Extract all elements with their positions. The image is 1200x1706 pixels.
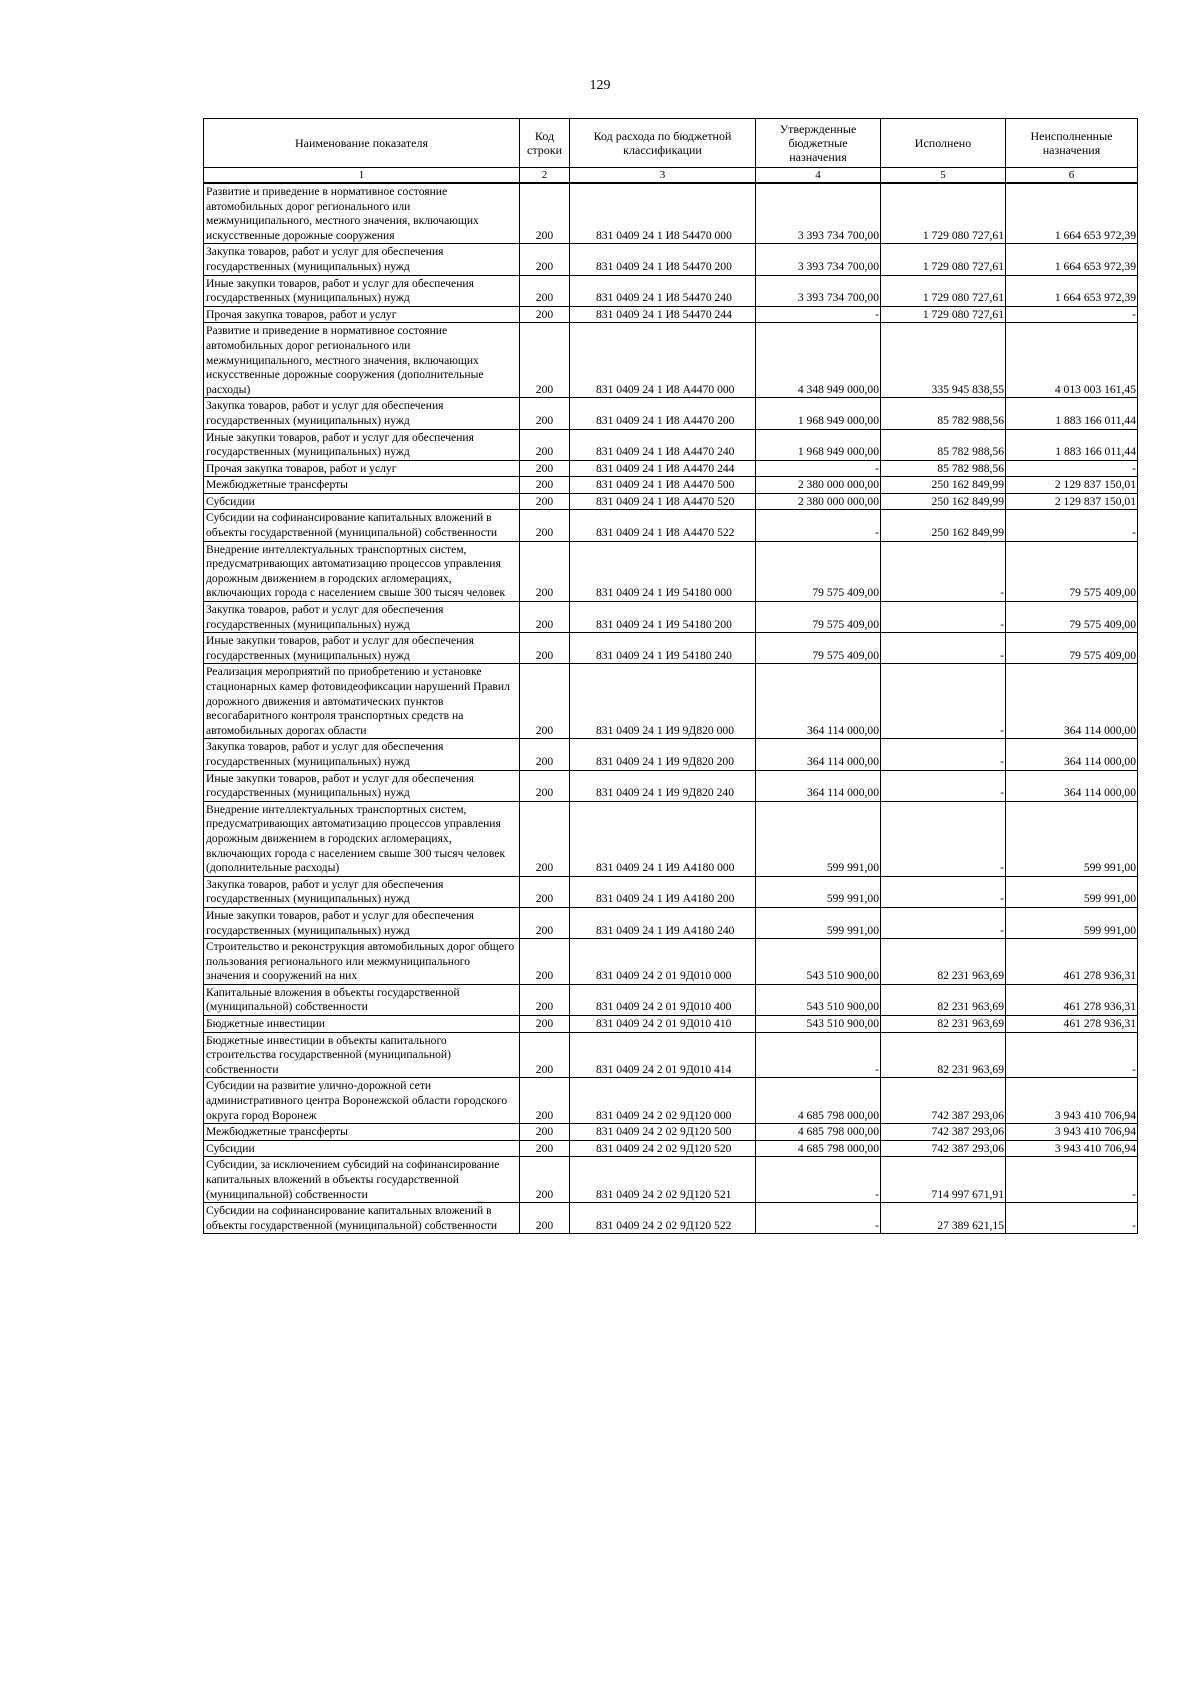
indicator-name: Реализация мероприятий по приобретению и установке стационарных камер фотовидеофиксации нарушений Правил дорожного движения и автоматических пунктов весогабаритного контроля транспортных средств на автомобильных дорогах области [204,664,520,739]
executed-amount: - [881,664,1006,739]
indicator-name: Субсидии, за исключением субсидий на софинансирование капитальных вложений в объекты государственной (муниципальной) собственности [204,1157,520,1203]
indicator-name: Субсидии на софинансирование капитальных вложений в объекты государственной (муниципальной) собственности [204,510,520,541]
column-number: 6 [1006,168,1138,184]
budget-classification-code: 831 0409 24 1 И9 А4180 240 [570,907,756,938]
approved-amount: 364 114 000,00 [756,739,881,770]
unexecuted-amount: 1 664 653 972,39 [1006,275,1138,306]
unexecuted-amount: - [1006,1203,1138,1234]
indicator-name: Субсидии [204,1140,520,1157]
indicator-name: Развитие и приведение в нормативное состояние автомобильных дорог регионального или межмуниципального, местного значения, включающих искусственные дорожные сооружения [204,183,520,244]
table-row [204,398,1138,429]
approved-amount: 2 380 000 000,00 [756,493,881,510]
approved-amount: 543 510 900,00 [756,1016,881,1033]
unexecuted-amount: 461 278 936,31 [1006,1016,1138,1033]
executed-amount: 82 231 963,69 [881,939,1006,985]
line-code: 200 [520,306,570,323]
indicator-name: Закупка товаров, работ и услуг для обеспечения государственных (муниципальных) нужд [204,602,520,633]
approved-amount: - [756,1203,881,1234]
budget-classification-code: 831 0409 24 1 И8 А4470 500 [570,477,756,494]
line-code: 200 [520,510,570,541]
column-header-row [204,119,1138,168]
line-code: 200 [520,1140,570,1157]
unexecuted-amount: 599 991,00 [1006,907,1138,938]
unexecuted-amount: 364 114 000,00 [1006,739,1138,770]
unexecuted-amount: 1 883 166 011,44 [1006,398,1138,429]
executed-amount: - [881,876,1006,907]
indicator-name: Иные закупки товаров, работ и услуг для обеспечения государственных (муниципальных) нужд [204,275,520,306]
executed-amount: 250 162 849,99 [881,493,1006,510]
executed-amount: 85 782 988,56 [881,460,1006,477]
table-row [204,876,1138,907]
column-number: 4 [756,168,881,184]
table-row [204,510,1138,541]
unexecuted-amount: 79 575 409,00 [1006,602,1138,633]
indicator-name: Прочая закупка товаров, работ и услуг [204,460,520,477]
line-code: 200 [520,633,570,664]
approved-amount: 79 575 409,00 [756,602,881,633]
line-code: 200 [520,939,570,985]
approved-amount: 3 393 734 700,00 [756,275,881,306]
indicator-name: Межбюджетные трансферты [204,477,520,494]
column-header: Неисполненные назначения [1006,119,1138,168]
line-code: 200 [520,1157,570,1203]
unexecuted-amount: 2 129 837 150,01 [1006,493,1138,510]
budget-classification-code: 831 0409 24 1 И9 9Д820 000 [570,664,756,739]
budget-classification-code: 831 0409 24 2 01 9Д010 400 [570,984,756,1015]
line-code: 200 [520,801,570,876]
approved-amount: 3 393 734 700,00 [756,183,881,244]
line-code: 200 [520,429,570,460]
approved-amount: 2 380 000 000,00 [756,477,881,494]
executed-amount: 82 231 963,69 [881,1032,1006,1078]
executed-amount: 250 162 849,99 [881,510,1006,541]
budget-classification-code: 831 0409 24 2 01 9Д010 000 [570,939,756,985]
executed-amount: 250 162 849,99 [881,477,1006,494]
unexecuted-amount: - [1006,306,1138,323]
budget-classification-code: 831 0409 24 1 И9 А4180 200 [570,876,756,907]
indicator-name: Закупка товаров, работ и услуг для обеспечения государственных (муниципальных) нужд [204,876,520,907]
indicator-name: Бюджетные инвестиции в объекты капитального строительства государственной (муниципальной) собственности [204,1032,520,1078]
line-code: 200 [520,602,570,633]
budget-classification-code: 831 0409 24 1 И8 54470 200 [570,244,756,275]
budget-classification-code: 831 0409 24 1 И9 54180 240 [570,633,756,664]
indicator-name: Межбюджетные трансферты [204,1124,520,1141]
line-code: 200 [520,541,570,601]
table-row [204,984,1138,1015]
indicator-name: Субсидии на софинансирование капитальных вложений в объекты государственной (муниципальной) собственности [204,1203,520,1234]
executed-amount: 1 729 080 727,61 [881,183,1006,244]
table-row [204,1032,1138,1078]
table-body [204,183,1138,1234]
budget-execution-table [203,118,1138,1234]
approved-amount: 79 575 409,00 [756,633,881,664]
line-code: 200 [520,477,570,494]
table-row [204,460,1138,477]
table-row [204,323,1138,398]
line-code: 200 [520,275,570,306]
executed-amount: 742 387 293,06 [881,1124,1006,1141]
table-row [204,633,1138,664]
executed-amount: 742 387 293,06 [881,1140,1006,1157]
approved-amount: 4 348 949 000,00 [756,323,881,398]
column-header: Код расхода по бюджетной классификации [570,119,756,168]
line-code: 200 [520,907,570,938]
line-code: 200 [520,739,570,770]
executed-amount: 82 231 963,69 [881,984,1006,1015]
budget-classification-code: 831 0409 24 2 02 9Д120 500 [570,1124,756,1141]
executed-amount: 1 729 080 727,61 [881,306,1006,323]
budget-classification-code: 831 0409 24 1 И9 А4180 000 [570,801,756,876]
line-code: 200 [520,664,570,739]
budget-classification-code: 831 0409 24 1 И8 А4470 200 [570,398,756,429]
indicator-name: Бюджетные инвестиции [204,1016,520,1033]
executed-amount: 742 387 293,06 [881,1078,1006,1124]
page-number: 129 [589,78,611,93]
table-row [204,1140,1138,1157]
unexecuted-amount: 364 114 000,00 [1006,664,1138,739]
column-header: Исполнено [881,119,1006,168]
line-code: 200 [520,183,570,244]
line-code: 200 [520,398,570,429]
indicator-name: Строительство и реконструкция автомобильных дорог общего пользования регионального или межмуниципального значения и сооружений на них [204,939,520,985]
line-code: 200 [520,984,570,1015]
budget-classification-code: 831 0409 24 1 И9 9Д820 200 [570,739,756,770]
indicator-name: Внедрение интеллектуальных транспортных систем, предусматривающих автоматизацию процессов управления дорожным движением в городских агломерациях, включающих города с населением свыше 300 тысяч человек [204,541,520,601]
unexecuted-amount: - [1006,460,1138,477]
table-row [204,1078,1138,1124]
approved-amount: 364 114 000,00 [756,664,881,739]
budget-classification-code: 831 0409 24 1 И8 А4470 000 [570,323,756,398]
table-row [204,602,1138,633]
approved-amount: - [756,510,881,541]
budget-classification-code: 831 0409 24 2 02 9Д120 522 [570,1203,756,1234]
unexecuted-amount: 79 575 409,00 [1006,633,1138,664]
indicator-name: Иные закупки товаров, работ и услуг для обеспечения государственных (муниципальных) нужд [204,770,520,801]
approved-amount: 599 991,00 [756,801,881,876]
budget-classification-code: 831 0409 24 1 И8 А4470 244 [570,460,756,477]
budget-classification-code: 831 0409 24 2 02 9Д120 000 [570,1078,756,1124]
approved-amount: 364 114 000,00 [756,770,881,801]
executed-amount: 1 729 080 727,61 [881,275,1006,306]
table-row [204,1203,1138,1234]
line-code: 200 [520,770,570,801]
table-row [204,183,1138,244]
unexecuted-amount: - [1006,1032,1138,1078]
unexecuted-amount: 599 991,00 [1006,876,1138,907]
line-code: 200 [520,1016,570,1033]
column-number: 2 [520,168,570,184]
line-code: 200 [520,876,570,907]
approved-amount: 1 968 949 000,00 [756,429,881,460]
unexecuted-amount: 79 575 409,00 [1006,541,1138,601]
table-row [204,477,1138,494]
executed-amount: - [881,907,1006,938]
unexecuted-amount: - [1006,510,1138,541]
line-code: 200 [520,1124,570,1141]
indicator-name: Закупка товаров, работ и услуг для обеспечения государственных (муниципальных) нужд [204,398,520,429]
approved-amount: - [756,1157,881,1203]
line-code: 200 [520,244,570,275]
indicator-name: Субсидии [204,493,520,510]
executed-amount: - [881,602,1006,633]
executed-amount: 27 389 621,15 [881,1203,1006,1234]
approved-amount: 599 991,00 [756,907,881,938]
indicator-name: Субсидии на развитие улично-дорожной сети административного центра Воронежской области городского округа город Воронеж [204,1078,520,1124]
column-header: Утвержденные бюджетные назначения [756,119,881,168]
indicator-name: Прочая закупка товаров, работ и услуг [204,306,520,323]
indicator-name: Закупка товаров, работ и услуг для обеспечения государственных (муниципальных) нужд [204,244,520,275]
table-row [204,429,1138,460]
budget-classification-code: 831 0409 24 1 И8 54470 240 [570,275,756,306]
budget-classification-code: 831 0409 24 2 02 9Д120 521 [570,1157,756,1203]
budget-classification-code: 831 0409 24 1 И8 А4470 520 [570,493,756,510]
table-row [204,907,1138,938]
table-row [204,1124,1138,1141]
executed-amount: 85 782 988,56 [881,429,1006,460]
table-row [204,664,1138,739]
line-code: 200 [520,323,570,398]
executed-amount: - [881,770,1006,801]
table-row [204,939,1138,985]
indicator-name: Иные закупки товаров, работ и услуг для обеспечения государственных (муниципальных) нужд [204,633,520,664]
indicator-name: Закупка товаров, работ и услуг для обеспечения государственных (муниципальных) нужд [204,739,520,770]
executed-amount: 1 729 080 727,61 [881,244,1006,275]
unexecuted-amount: 1 664 653 972,39 [1006,244,1138,275]
table-row [204,801,1138,876]
line-code: 200 [520,460,570,477]
unexecuted-amount: 4 013 003 161,45 [1006,323,1138,398]
unexecuted-amount: 599 991,00 [1006,801,1138,876]
table-row [204,541,1138,601]
budget-classification-code: 831 0409 24 2 01 9Д010 414 [570,1032,756,1078]
approved-amount: 543 510 900,00 [756,984,881,1015]
executed-amount: - [881,739,1006,770]
budget-classification-code: 831 0409 24 1 И8 А4470 240 [570,429,756,460]
approved-amount: 3 393 734 700,00 [756,244,881,275]
line-code: 200 [520,493,570,510]
executed-amount: 335 945 838,55 [881,323,1006,398]
line-code: 200 [520,1203,570,1234]
budget-classification-code: 831 0409 24 1 И9 54180 200 [570,602,756,633]
unexecuted-amount: 364 114 000,00 [1006,770,1138,801]
executed-amount: 82 231 963,69 [881,1016,1006,1033]
table-row [204,739,1138,770]
unexecuted-amount: 3 943 410 706,94 [1006,1124,1138,1141]
column-number-row [204,168,1138,184]
approved-amount: 543 510 900,00 [756,939,881,985]
column-header: Наименование показателя [204,119,520,168]
unexecuted-amount: 3 943 410 706,94 [1006,1078,1138,1124]
executed-amount: 85 782 988,56 [881,398,1006,429]
executed-amount: - [881,633,1006,664]
approved-amount: - [756,306,881,323]
column-number: 5 [881,168,1006,184]
approved-amount: 4 685 798 000,00 [756,1078,881,1124]
unexecuted-amount: 461 278 936,31 [1006,939,1138,985]
indicator-name: Иные закупки товаров, работ и услуг для обеспечения государственных (муниципальных) нужд [204,429,520,460]
table-row [204,306,1138,323]
unexecuted-amount: - [1006,1157,1138,1203]
approved-amount: 4 685 798 000,00 [756,1140,881,1157]
table-row [204,770,1138,801]
column-number: 1 [204,168,520,184]
column-header: Код строки [520,119,570,168]
approved-amount: 79 575 409,00 [756,541,881,601]
approved-amount: 4 685 798 000,00 [756,1124,881,1141]
approved-amount: 599 991,00 [756,876,881,907]
unexecuted-amount: 3 943 410 706,94 [1006,1140,1138,1157]
budget-classification-code: 831 0409 24 1 И8 54470 000 [570,183,756,244]
indicator-name: Развитие и приведение в нормативное состояние автомобильных дорог регионального или межмуниципального, местного значения, включающих искусственные дорожные сооружения (дополнительные расходы) [204,323,520,398]
executed-amount: 714 997 671,91 [881,1157,1006,1203]
indicator-name: Капитальные вложения в объекты государственной (муниципальной) собственности [204,984,520,1015]
indicator-name: Внедрение интеллектуальных транспортных систем, предусматривающих автоматизацию процессов управления дорожным движением в городских агломерациях, включающих города с населением свыше 300 тысяч человек (дополнительные расходы) [204,801,520,876]
table-row [204,1016,1138,1033]
table-row [204,275,1138,306]
column-number: 3 [570,168,756,184]
budget-classification-code: 831 0409 24 2 02 9Д120 520 [570,1140,756,1157]
approved-amount: 1 968 949 000,00 [756,398,881,429]
budget-classification-code: 831 0409 24 2 01 9Д010 410 [570,1016,756,1033]
budget-classification-code: 831 0409 24 1 И9 54180 000 [570,541,756,601]
budget-classification-code: 831 0409 24 1 И9 9Д820 240 [570,770,756,801]
line-code: 200 [520,1032,570,1078]
indicator-name: Иные закупки товаров, работ и услуг для обеспечения государственных (муниципальных) нужд [204,907,520,938]
table-row [204,1157,1138,1203]
table-row [204,493,1138,510]
table-row [204,244,1138,275]
unexecuted-amount: 1 883 166 011,44 [1006,429,1138,460]
approved-amount: - [756,460,881,477]
line-code: 200 [520,1078,570,1124]
executed-amount: - [881,801,1006,876]
budget-classification-code: 831 0409 24 1 И8 А4470 522 [570,510,756,541]
approved-amount: - [756,1032,881,1078]
executed-amount: - [881,541,1006,601]
unexecuted-amount: 2 129 837 150,01 [1006,477,1138,494]
unexecuted-amount: 1 664 653 972,39 [1006,183,1138,244]
budget-classification-code: 831 0409 24 1 И8 54470 244 [570,306,756,323]
unexecuted-amount: 461 278 936,31 [1006,984,1138,1015]
